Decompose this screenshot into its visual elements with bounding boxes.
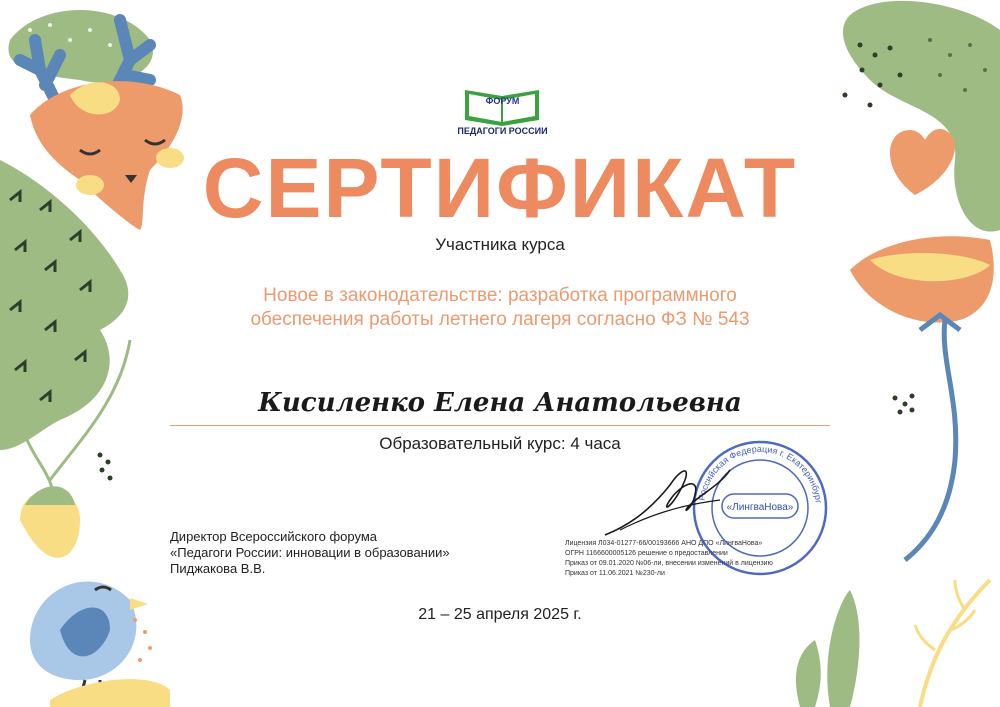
deer-cheek-left <box>76 175 104 195</box>
stamp-outer-text: Российская Федерация г. Екатеринбург <box>696 443 824 504</box>
course-dates: 21 – 25 апреля 2025 г. <box>418 606 582 623</box>
green-leaf-bottom-right <box>827 590 859 707</box>
name-underline <box>170 425 830 426</box>
director-signature <box>600 455 740 545</box>
license-line-4: Приказ от 11.06.2021 №230-ли <box>565 570 665 577</box>
deer-cheek-right <box>156 148 184 168</box>
yellow-ground <box>50 679 170 707</box>
course-name-line-2: обеспечения работы летнего лагеря согласно ФЗ № 543 <box>250 309 750 330</box>
director-forum: «Педагоги России: инновации в образовании» <box>170 545 450 560</box>
director-block <box>170 529 550 577</box>
recipient-name: Кисиленко Елена Анатольевна <box>258 388 742 418</box>
course-name-line-1: Новое в законодательстве: разработка программного <box>263 285 737 306</box>
green-blob-top-right <box>843 1 1000 232</box>
stamp-center-text: «ЛингваНова» <box>726 502 794 513</box>
certificate-subtitle: Участника курса <box>435 235 565 254</box>
license-line-3: Приказ от 09.01.2020 №06-ли, внесении изменений в лицензию <box>565 560 773 567</box>
license-line-1: Лицензия Л034-01277-66/00193666 АНО ДПО «ЛингваНова» <box>565 540 763 547</box>
director-name: Пиджакова В.В. <box>170 561 266 576</box>
certificate-title: СЕРТИФИКАТ <box>202 141 798 235</box>
flower-stem <box>905 320 956 560</box>
heart-shape <box>890 129 955 195</box>
bird-beak <box>130 598 148 610</box>
course-hours: Образовательный курс: 4 часа <box>379 434 621 453</box>
director-title: Директор Всероссийского форума <box>170 529 378 544</box>
yellow-branch <box>920 580 990 707</box>
logo-bottom-text: ПЕДАГОГИ РОССИИ <box>457 126 548 136</box>
license-line-2: ОГРН 1166600005126 решение о предоставлении <box>565 550 728 557</box>
course-name <box>160 284 840 332</box>
logo-top-text: ФОРУМ <box>485 96 520 106</box>
